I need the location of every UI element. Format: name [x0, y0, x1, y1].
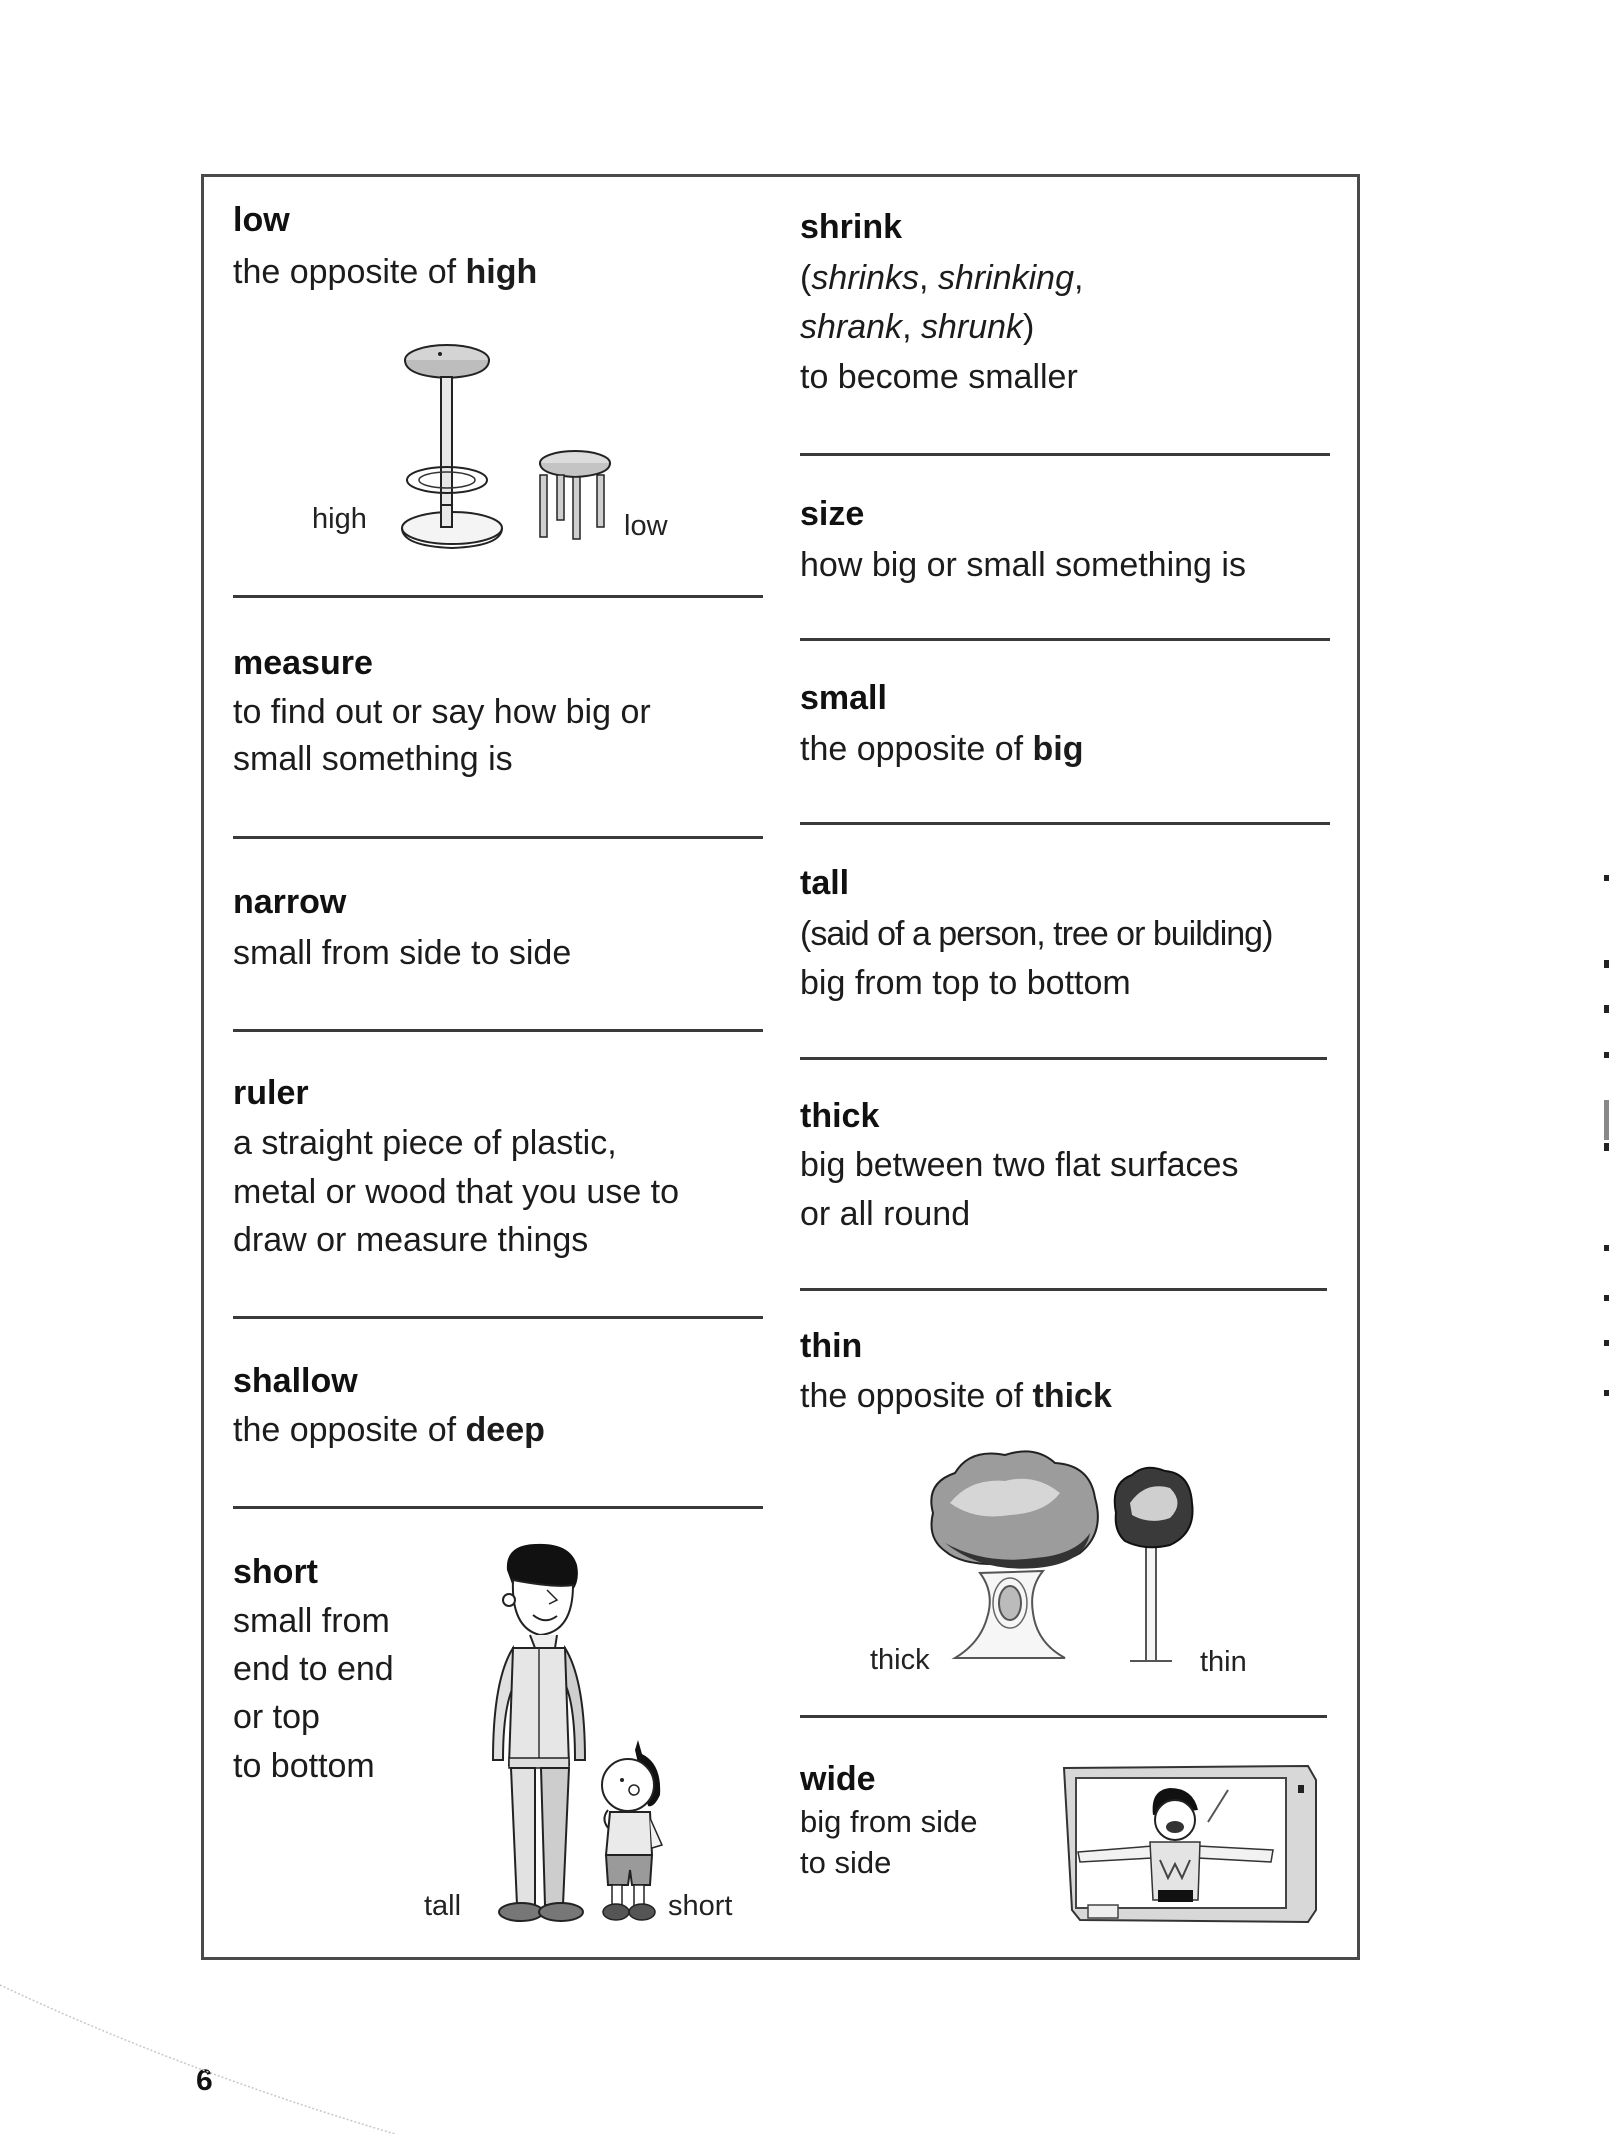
headword-size: size — [800, 495, 865, 533]
label-high: high — [312, 503, 367, 535]
binding-mark — [1604, 875, 1609, 881]
definition-small-prefix: the opposite of — [800, 730, 1033, 768]
headword-small: small — [800, 679, 887, 717]
shrink-forms-line-1 — [800, 258, 1083, 298]
headword-wide: wide — [800, 1760, 876, 1798]
definition-narrow: small from side to side — [233, 934, 572, 972]
headword-short: short — [233, 1553, 318, 1591]
definition-shallow-bold: deep — [465, 1411, 545, 1449]
thin-tree-illustration — [1110, 1463, 1200, 1673]
definition-tall-line: (said of a person, tree or building) — [800, 915, 1273, 953]
page-number: 6 — [196, 2064, 213, 2097]
forms-open: ( — [800, 259, 812, 297]
headword-thick: thick — [800, 1097, 880, 1135]
label-low: low — [624, 510, 668, 542]
label-short: short — [668, 1890, 733, 1922]
form-shrinks: shrinks — [811, 259, 920, 297]
binding-mark — [1604, 1245, 1609, 1251]
separator — [233, 1029, 763, 1032]
headword-thin: thin — [800, 1327, 863, 1365]
forms-separator: , — [1074, 259, 1084, 297]
forms-close: ) — [1023, 308, 1035, 346]
definition-measure-line: small something is — [233, 740, 513, 778]
definition-thin — [800, 1376, 1112, 1416]
definition-wide-line: big from side — [800, 1804, 978, 1839]
definition-wide-line: to side — [800, 1845, 892, 1880]
separator — [800, 1715, 1327, 1718]
headword-shrink: shrink — [800, 208, 903, 246]
headword-ruler: ruler — [233, 1074, 309, 1112]
headword-tall: tall — [800, 864, 850, 902]
definition-shallow-prefix: the opposite of — [233, 1411, 466, 1449]
definition-short-line: to bottom — [233, 1747, 375, 1785]
label-tall: tall — [424, 1890, 462, 1922]
binding-mark — [1604, 1295, 1609, 1301]
shrink-forms-line-2 — [800, 307, 1034, 347]
forms-separator: , — [919, 259, 938, 297]
definition-thin-prefix: the opposite of — [800, 1377, 1033, 1415]
binding-mark — [1604, 1005, 1609, 1013]
separator — [800, 1057, 1327, 1060]
high-stool-illustration — [390, 330, 510, 560]
headword-low: low — [233, 201, 290, 239]
form-shrinking: shrinking — [937, 259, 1075, 297]
glossary-frame — [201, 174, 1360, 1960]
thick-tree-illustration — [925, 1443, 1110, 1673]
definition-low-bold: high — [465, 253, 538, 291]
definition-low-prefix: the opposite of — [233, 253, 466, 291]
headword-measure: measure — [233, 644, 373, 682]
definition-short-line: or top — [233, 1698, 320, 1736]
short-child-illustration — [590, 1740, 675, 1925]
label-thin: thin — [1200, 1646, 1247, 1678]
separator — [800, 1288, 1327, 1291]
definition-small-bold: big — [1032, 730, 1084, 768]
label-thick: thick — [870, 1644, 930, 1676]
separator — [800, 822, 1330, 825]
definition-size: how big or small something is — [800, 546, 1246, 584]
binding-mark — [1604, 1052, 1609, 1058]
low-stool-illustration — [535, 445, 620, 545]
binding-mark — [1604, 1143, 1609, 1151]
wide-tv-illustration — [1058, 1760, 1323, 1930]
separator — [233, 1316, 763, 1319]
binding-mark — [1604, 1390, 1609, 1396]
form-shrunk: shrunk — [920, 308, 1024, 346]
binding-mark — [1604, 1100, 1609, 1140]
definition-low — [233, 252, 537, 292]
definition-thick-line: or all round — [800, 1195, 971, 1233]
forms-separator: , — [902, 308, 921, 346]
tall-man-illustration — [485, 1540, 595, 1930]
definition-ruler-line: draw or measure things — [233, 1221, 589, 1259]
definition-thin-bold: thick — [1032, 1377, 1112, 1415]
binding-mark — [1604, 960, 1609, 968]
headword-narrow: narrow — [233, 883, 347, 921]
definition-tall-line: big from top to bottom — [800, 964, 1131, 1002]
definition-ruler-line: a straight piece of plastic, — [233, 1124, 617, 1162]
headword-shallow: shallow — [233, 1362, 358, 1400]
definition-short-line: end to end — [233, 1650, 394, 1688]
definition-thick-line: big between two flat surfaces — [800, 1146, 1239, 1184]
separator — [800, 453, 1330, 456]
definition-small — [800, 729, 1084, 769]
definition-shrink: to become smaller — [800, 358, 1078, 396]
page-curl-shadow — [0, 1960, 420, 2134]
definition-measure-line: to find out or say how big or — [233, 693, 651, 731]
definition-short-line: small from — [233, 1602, 390, 1640]
separator — [233, 836, 763, 839]
separator — [233, 595, 763, 598]
binding-mark — [1604, 1340, 1609, 1346]
form-shrank: shrank — [800, 308, 903, 346]
separator — [800, 638, 1330, 641]
definition-shallow — [233, 1410, 545, 1450]
separator — [233, 1506, 763, 1509]
definition-ruler-line: metal or wood that you use to — [233, 1173, 680, 1211]
